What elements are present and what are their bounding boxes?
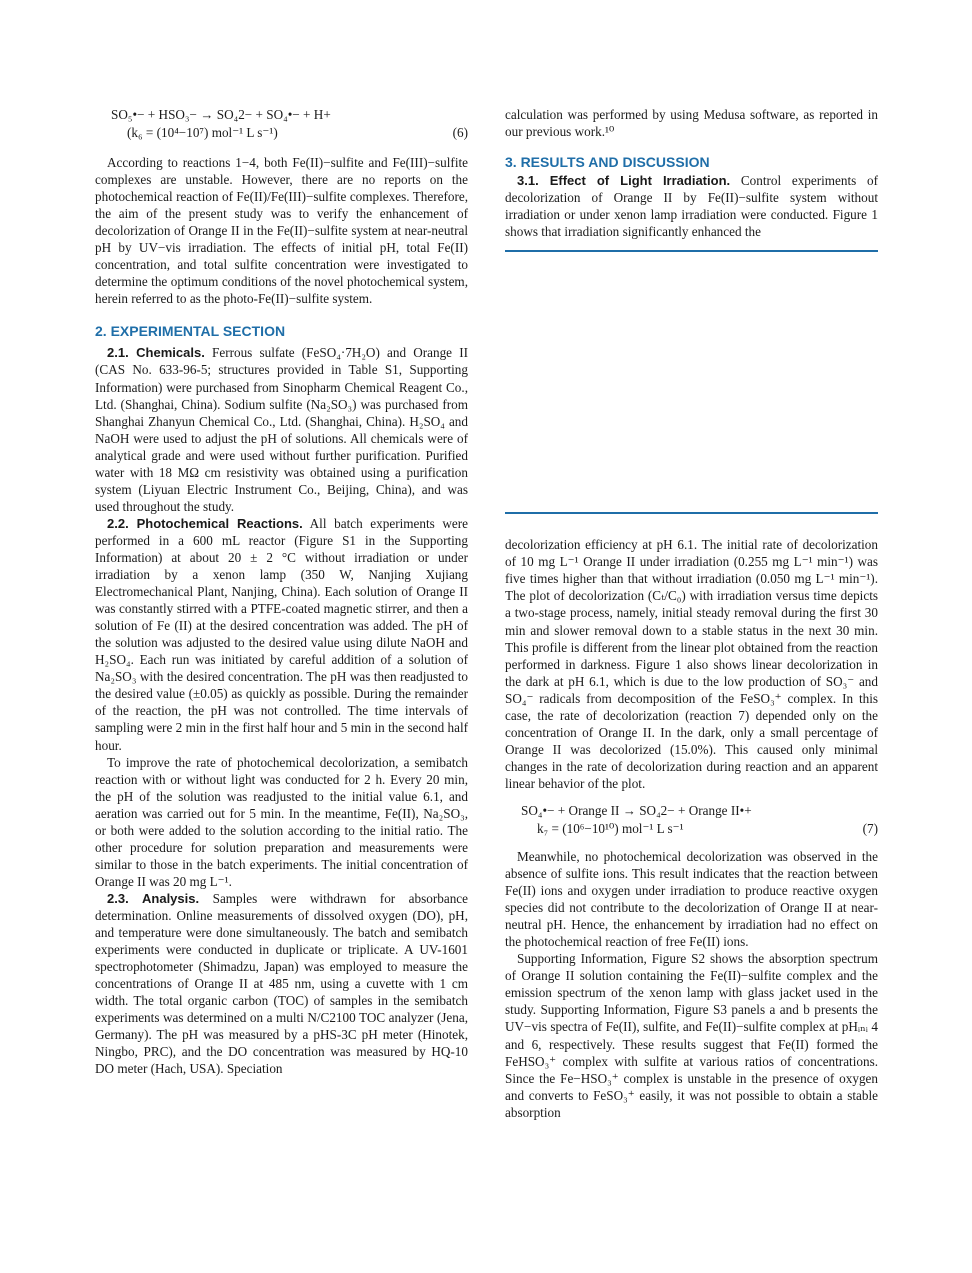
equation-7-rate: k₇ = (10⁶−10¹⁰) mol⁻¹ L s⁻¹: [537, 820, 684, 836]
section-3-heading: 3. RESULTS AND DISCUSSION: [505, 154, 710, 171]
left-column: [95, 106, 468, 1077]
right-column: [505, 106, 878, 1121]
section-2-1-paragraph: [95, 344, 468, 514]
section-2-2-heading: 2.2. Photochemical Reactions.: [107, 515, 303, 531]
equation-6-rate: (k₆ = (10⁴−10⁷) mol⁻¹ L s⁻¹): [127, 125, 278, 140]
section-2-2-text: All batch experiments were performed in a 600 mL reactor (Figure S1 in the Supporting Information) at about 20 ± 2 °C without irradiation or under irradiation by a xenon lamp (350 W, Nanjing Xujiang Electromechanical Plant, Nanjing, China). Each solution of Orange II was constantly stirred with a PTFE-coated magnetic stirrer, and then a solution of Fe (II) at the desired concentration was added. The pH of the solution was adjusted to the desired value using dilute NaOH and H₂SO₄. Each run was initiated by careful addition of a solution of Na₂SO₃ with the desired concentration. The pH was then readjusted to the desired value (±0.05) as quickly as possible. During the remainder of the reaction, the pH was not controlled. The time intervals of sampling were 2 min in the first half hour and 5 min in the second half hour.: [95, 515, 468, 753]
section-2-2-paragraph: [95, 515, 468, 754]
section-2-3-text: Samples were withdrawn for absorbance determination. Online measurements of dissolved oxygen (DO), pH, and temperature were done simultaneously. The batch and semibatch experiments were conducted in duplicate or triplicate. A UV-1601 spectrophotometer (Shimadzu, Japan) was employed to measure the concentrations of Orange II at 485 nm, using a cuvette with 1 cm width. The total organic carbon (TOC) of samples in the semibatch experiments was determined on a multi N/C2100 TOC analyzer (Jena, Germany). The pH was measured by a pHS-3C pH meter (Hinotek, Ningbo, PRC), and the DO concentration was measured by HQ-10 DO meter (Hach, USA). Speciation: [95, 890, 468, 1077]
section-2-1-heading: 2.1. Chemicals.: [107, 345, 205, 361]
continued-paragraph: calculation was performed by using Medusa software, as reported in our previous work.¹⁰: [505, 107, 878, 140]
section-3-1-paragraph: [505, 172, 878, 240]
section-3-1-heading: 3.1. Effect of Light Irradiation.: [517, 173, 731, 189]
semibatch-paragraph: To improve the rate of photochemical decolorization, a semibatch reaction with or without light was conducted for 2 h. Every 20 min, the pH of the solution was readjusted to the initial value 6.1, and aeration was carried out for 5 min. In the meantime, Fe(II), Na₂SO₃, or both were added to the solution according to the initial ratio. The other procedure for solution preparation and measurements were similar to those in the batch experiments. The initial concentration of Orange II was 20 mg L⁻¹.: [95, 754, 468, 889]
section-2-3-paragraph: [95, 890, 468, 1078]
equation-7-number: (7): [862, 820, 878, 836]
intro-paragraph: According to reactions 1−4, both Fe(II)−sulfite and Fe(III)−sulfite complexes are unstable. However, there are no reports on the photochemical reaction of Fe(II)/Fe(III)−sulfite complexes. Therefore, the aim of the present study was to verify the enhancement of decolorization of Orange II in the Fe(II)−sulfite system at near-neutral pH by UV−vis irradiation. The effects of initial pH, total Fe(II) concentration, and total sulfite concentration were investigated to determine the optimum conditions of the novel photochemical system, herein referred to as the photo-Fe(II)−sulfite system.: [95, 155, 468, 307]
equation-6-reaction: SO₅•− + HSO₃− → SO₄2− + SO₄•− + H+: [111, 107, 331, 122]
section-2-3-heading: 2.3. Analysis.: [107, 890, 200, 906]
equation-6-number: (6): [452, 125, 468, 140]
section-2-1-text: Ferrous sulfate (FeSO₄·7H₂O) and Orange II (CAS No. 633-96-5; structures provided in Table S1, Supporting Information) were purchased from Sinopharm Chemical Reagent Co., Ltd. (Shanghai, China). Sodium sulfite (Na₂SO₃) was purchased from Shanghai Zhanyun Chemical Co., Ltd. (Shanghai, China). H₂SO₄ and NaOH were used to adjust the pH of solutions. All chemicals were of analytical grade and were used without further purification. Purified water with 18 MΩ cm resistivity was obtained using a purification system (Liyuan Electric Instrument Co., Beijing, China), and was used throughout the study.: [95, 345, 468, 514]
meanwhile-paragraph: Meanwhile, no photochemical decolorization was observed in the absence of sulfite ions. This result indicates that the reaction between Fe(II) ions and oxygen under irradiation to produce reactive oxygen species did not contribute to the decolorization of Orange II at near-neutral pH. Hence, the enhancement by irradiation had no effect on the photochemical reaction of free Fe(II) ions.: [505, 848, 878, 950]
figure-1-placeholder: [505, 252, 878, 512]
equation-7-reaction: SO₄•− + Orange II → SO₄2− + Orange II•+: [521, 802, 752, 818]
section-3-1-text: Control experiments of decolorization of Orange II by Fe(II)−sulfite system without irradiation or under xenon lamp irradiation were conducted. Figure 1 shows that irradiation significantly enhanced the: [505, 173, 878, 240]
equation-7: [505, 802, 878, 838]
equation-6: [95, 106, 468, 142]
supporting-info-paragraph: Supporting Information, Figure S2 shows the absorption spectrum of Orange II solution containing the Fe(II)−sulfite complex and the emission spectrum of the xenon lamp with glass jacket used in the study. Supporting Information, Figure S3 panels a and b presents the UV−vis spectra of Fe(II), sulfite, and Fe(II)−sulfite complex at pHᵢₙᵢ 4 and 6, respectively. These results suggest that Fe(II) formed the FeHSO₃⁺ complex with sulfite at various ratios of concentrations. Since the Fe−HSO₃⁺ complex is unstable in the presence of oxygen and converts to FeSO₃⁺ easily, it was not possible to obtain a stable absorption: [505, 951, 878, 1120]
decolorization-paragraph: decolorization efficiency at pH 6.1. The initial rate of decolorization of 10 mg L⁻¹ Orange II under irradiation (0.255 mg L⁻¹ min⁻¹) was five times higher than that without irradiation (0.050 mg L⁻¹ min⁻¹). The plot of decolorization (Cₜ/C₀) with irradiation versus time depicts a two-stage process, namely, initial steady removal during the first 30 min and slower removal down to a stable status in the next 30 min. This profile is different from the linear plot obtained from the reaction performed in darkness. Figure 1 also shows linear decolorization in the dark at pH 6.1, which is due to the low production of SO₃⁻ and SO₄⁻ radicals from decomposition of the FeSO₃⁺ complex. In this case, the rate of decolorization (reaction 7) depended only on the concentration of Orange II. In the dark, only a small percentage of Orange II was decolorized (15.0%). This caused only minimal changes in the rate of decolorization during reaction and an apparent linear behavior of the plot.: [505, 537, 878, 791]
section-2-heading: 2. EXPERIMENTAL SECTION: [95, 323, 286, 340]
